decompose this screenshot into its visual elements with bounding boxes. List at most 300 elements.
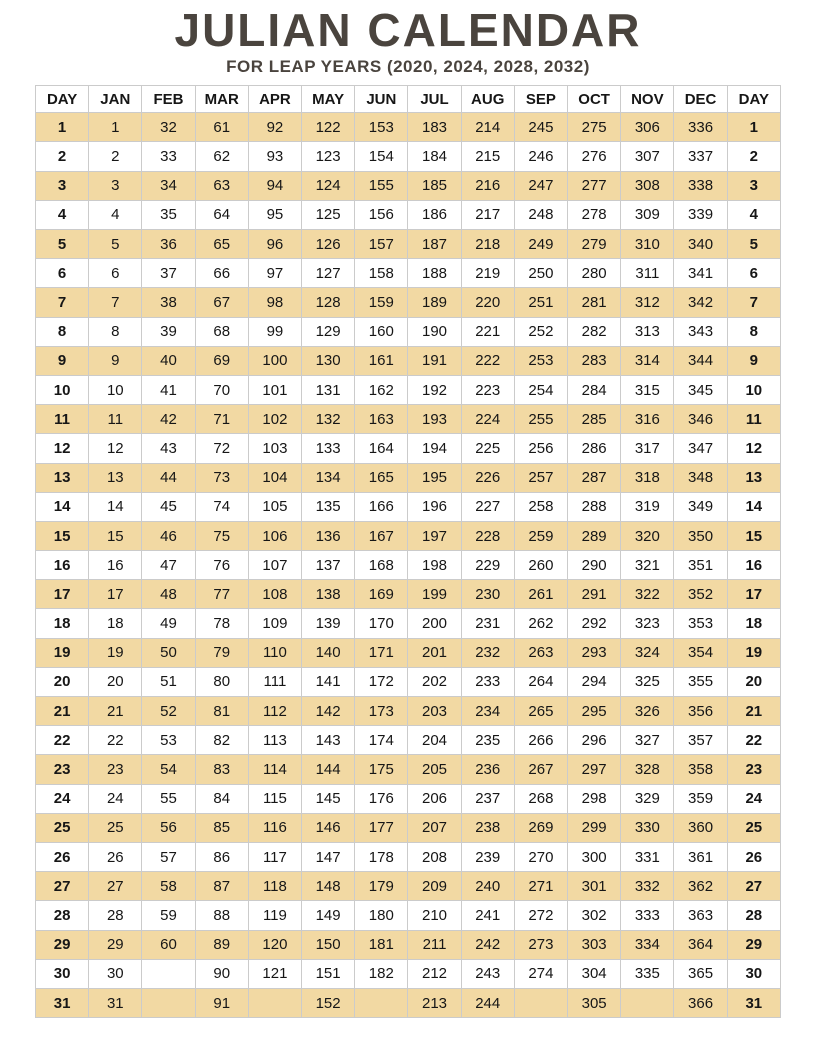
julian-day-cell: 312 [621, 288, 674, 317]
julian-day-cell: 26 [89, 842, 142, 871]
julian-day-cell: 250 [514, 259, 567, 288]
julian-day-cell: 45 [142, 492, 195, 521]
julian-day-cell: 136 [302, 521, 355, 550]
julian-day-cell: 146 [302, 813, 355, 842]
julian-day-cell: 206 [408, 784, 461, 813]
julian-day-cell: 18 [89, 609, 142, 638]
julian-day-cell: 63 [195, 171, 248, 200]
julian-day-cell: 27 [89, 872, 142, 901]
julian-day-cell: 156 [355, 200, 408, 229]
julian-day-cell: 311 [621, 259, 674, 288]
julian-day-cell: 81 [195, 697, 248, 726]
julian-day-cell: 195 [408, 463, 461, 492]
julian-day-cell: 230 [461, 580, 514, 609]
julian-day-cell: 103 [248, 434, 301, 463]
table-row [36, 434, 781, 463]
julian-day-cell: 75 [195, 521, 248, 550]
julian-day-cell: 215 [461, 142, 514, 171]
julian-day-cell: 261 [514, 580, 567, 609]
julian-day-cell: 211 [408, 930, 461, 959]
julian-day-cell: 19 [89, 638, 142, 667]
julian-day-cell: 233 [461, 667, 514, 696]
table-body [36, 113, 781, 1018]
day-cell: 15 [727, 521, 780, 550]
day-cell: 6 [727, 259, 780, 288]
julian-day-cell: 286 [568, 434, 621, 463]
julian-day-cell: 318 [621, 463, 674, 492]
day-cell: 9 [36, 346, 89, 375]
julian-day-cell: 128 [302, 288, 355, 317]
page-subtitle: FOR LEAP YEARS (2020, 2024, 2028, 2032) [226, 57, 590, 77]
day-cell: 1 [727, 113, 780, 142]
julian-day-cell: 349 [674, 492, 727, 521]
julian-day-cell: 354 [674, 638, 727, 667]
julian-day-cell: 209 [408, 872, 461, 901]
julian-day-cell: 216 [461, 171, 514, 200]
julian-day-cell: 107 [248, 551, 301, 580]
julian-day-cell: 340 [674, 230, 727, 259]
julian-day-cell: 154 [355, 142, 408, 171]
julian-day-cell: 191 [408, 346, 461, 375]
julian-day-cell: 133 [302, 434, 355, 463]
julian-day-cell: 117 [248, 842, 301, 871]
julian-day-cell: 296 [568, 726, 621, 755]
day-cell: 18 [727, 609, 780, 638]
julian-day-cell [142, 959, 195, 988]
julian-day-cell: 303 [568, 930, 621, 959]
table-row [36, 609, 781, 638]
julian-day-cell: 298 [568, 784, 621, 813]
julian-day-cell: 287 [568, 463, 621, 492]
julian-day-cell: 178 [355, 842, 408, 871]
julian-day-cell: 115 [248, 784, 301, 813]
julian-day-cell: 248 [514, 200, 567, 229]
day-cell: 13 [36, 463, 89, 492]
table-row [36, 521, 781, 550]
julian-day-cell: 289 [568, 521, 621, 550]
column-header-oct: OCT [568, 86, 621, 113]
julian-day-cell: 112 [248, 697, 301, 726]
julian-day-cell: 196 [408, 492, 461, 521]
julian-day-cell: 198 [408, 551, 461, 580]
julian-day-cell: 155 [355, 171, 408, 200]
julian-day-cell: 280 [568, 259, 621, 288]
column-header-jul: JUL [408, 86, 461, 113]
julian-day-cell: 44 [142, 463, 195, 492]
julian-day-cell: 74 [195, 492, 248, 521]
day-cell: 26 [727, 842, 780, 871]
julian-day-cell: 5 [89, 230, 142, 259]
julian-day-cell: 241 [461, 901, 514, 930]
table-row [36, 113, 781, 142]
julian-day-cell: 274 [514, 959, 567, 988]
julian-day-cell: 46 [142, 521, 195, 550]
julian-day-cell: 8 [89, 317, 142, 346]
julian-day-cell: 25 [89, 813, 142, 842]
julian-day-cell: 100 [248, 346, 301, 375]
julian-day-cell: 56 [142, 813, 195, 842]
julian-day-cell: 176 [355, 784, 408, 813]
day-cell: 13 [727, 463, 780, 492]
julian-day-cell: 217 [461, 200, 514, 229]
julian-day-cell: 47 [142, 551, 195, 580]
julian-day-cell: 285 [568, 405, 621, 434]
table-row [36, 259, 781, 288]
julian-day-cell: 237 [461, 784, 514, 813]
column-header-nov: NOV [621, 86, 674, 113]
julian-day-cell: 365 [674, 959, 727, 988]
julian-day-cell: 236 [461, 755, 514, 784]
julian-day-cell: 321 [621, 551, 674, 580]
julian-day-cell: 109 [248, 609, 301, 638]
julian-day-cell: 70 [195, 375, 248, 404]
julian-day-cell: 355 [674, 667, 727, 696]
julian-day-cell: 331 [621, 842, 674, 871]
column-header-may: MAY [302, 86, 355, 113]
julian-day-cell: 343 [674, 317, 727, 346]
julian-day-cell: 258 [514, 492, 567, 521]
julian-day-cell: 95 [248, 200, 301, 229]
table-row [36, 551, 781, 580]
julian-day-cell: 273 [514, 930, 567, 959]
day-cell: 15 [36, 521, 89, 550]
julian-day-cell: 224 [461, 405, 514, 434]
day-cell: 28 [727, 901, 780, 930]
julian-day-cell: 160 [355, 317, 408, 346]
julian-day-cell: 205 [408, 755, 461, 784]
julian-day-cell: 279 [568, 230, 621, 259]
julian-day-cell: 157 [355, 230, 408, 259]
julian-day-cell: 139 [302, 609, 355, 638]
julian-day-cell: 152 [302, 988, 355, 1017]
julian-day-cell: 14 [89, 492, 142, 521]
julian-day-cell: 366 [674, 988, 727, 1017]
julian-day-cell: 220 [461, 288, 514, 317]
julian-day-cell: 306 [621, 113, 674, 142]
julian-day-cell: 344 [674, 346, 727, 375]
day-cell: 23 [36, 755, 89, 784]
julian-day-cell: 350 [674, 521, 727, 550]
julian-day-cell: 186 [408, 200, 461, 229]
julian-day-cell: 37 [142, 259, 195, 288]
julian-day-cell: 333 [621, 901, 674, 930]
julian-day-cell: 242 [461, 930, 514, 959]
julian-day-cell: 57 [142, 842, 195, 871]
julian-day-cell: 362 [674, 872, 727, 901]
day-cell: 24 [727, 784, 780, 813]
julian-day-cell: 144 [302, 755, 355, 784]
julian-day-cell: 329 [621, 784, 674, 813]
julian-day-cell: 123 [302, 142, 355, 171]
julian-day-cell: 99 [248, 317, 301, 346]
day-cell: 20 [36, 667, 89, 696]
julian-day-cell: 182 [355, 959, 408, 988]
julian-day-cell: 16 [89, 551, 142, 580]
julian-day-cell: 21 [89, 697, 142, 726]
day-cell: 14 [727, 492, 780, 521]
julian-day-cell: 364 [674, 930, 727, 959]
julian-day-cell: 256 [514, 434, 567, 463]
header-row [36, 86, 781, 113]
julian-day-cell: 246 [514, 142, 567, 171]
table-header [36, 86, 781, 113]
julian-day-cell: 145 [302, 784, 355, 813]
julian-day-cell: 272 [514, 901, 567, 930]
julian-day-cell: 28 [89, 901, 142, 930]
day-cell: 27 [727, 872, 780, 901]
julian-day-cell: 124 [302, 171, 355, 200]
julian-day-cell: 316 [621, 405, 674, 434]
julian-day-cell: 222 [461, 346, 514, 375]
julian-day-cell: 247 [514, 171, 567, 200]
julian-day-cell: 129 [302, 317, 355, 346]
julian-day-cell: 96 [248, 230, 301, 259]
julian-day-cell: 328 [621, 755, 674, 784]
julian-day-cell: 297 [568, 755, 621, 784]
julian-day-cell: 322 [621, 580, 674, 609]
julian-day-cell: 282 [568, 317, 621, 346]
julian-day-cell: 225 [461, 434, 514, 463]
julian-day-cell: 335 [621, 959, 674, 988]
julian-day-cell: 66 [195, 259, 248, 288]
julian-day-cell: 346 [674, 405, 727, 434]
julian-day-cell: 283 [568, 346, 621, 375]
julian-day-cell: 55 [142, 784, 195, 813]
julian-day-cell: 12 [89, 434, 142, 463]
julian-day-cell: 33 [142, 142, 195, 171]
julian-day-cell: 43 [142, 434, 195, 463]
julian-day-cell: 345 [674, 375, 727, 404]
julian-day-cell: 49 [142, 609, 195, 638]
day-cell: 5 [36, 230, 89, 259]
julian-day-cell: 125 [302, 200, 355, 229]
julian-day-cell: 305 [568, 988, 621, 1017]
day-cell: 12 [727, 434, 780, 463]
julian-day-cell: 184 [408, 142, 461, 171]
julian-day-cell: 148 [302, 872, 355, 901]
day-cell: 22 [727, 726, 780, 755]
julian-day-cell: 259 [514, 521, 567, 550]
julian-day-cell: 52 [142, 697, 195, 726]
julian-day-cell: 175 [355, 755, 408, 784]
day-cell: 31 [727, 988, 780, 1017]
julian-day-cell: 270 [514, 842, 567, 871]
day-cell: 16 [727, 551, 780, 580]
day-cell: 21 [727, 697, 780, 726]
day-cell: 8 [36, 317, 89, 346]
julian-day-cell: 97 [248, 259, 301, 288]
julian-day-cell: 40 [142, 346, 195, 375]
julian-day-cell: 171 [355, 638, 408, 667]
julian-day-cell: 82 [195, 726, 248, 755]
day-cell: 29 [727, 930, 780, 959]
julian-day-cell: 64 [195, 200, 248, 229]
julian-day-cell: 2 [89, 142, 142, 171]
julian-day-cell: 167 [355, 521, 408, 550]
julian-day-cell: 214 [461, 113, 514, 142]
julian-day-cell: 231 [461, 609, 514, 638]
julian-day-cell: 314 [621, 346, 674, 375]
julian-day-cell: 138 [302, 580, 355, 609]
julian-day-cell: 61 [195, 113, 248, 142]
julian-day-cell: 143 [302, 726, 355, 755]
julian-day-cell: 342 [674, 288, 727, 317]
julian-day-cell: 228 [461, 521, 514, 550]
julian-day-cell: 67 [195, 288, 248, 317]
julian-day-cell: 288 [568, 492, 621, 521]
day-cell: 4 [36, 200, 89, 229]
julian-day-cell: 265 [514, 697, 567, 726]
julian-day-cell: 71 [195, 405, 248, 434]
julian-day-cell: 201 [408, 638, 461, 667]
julian-day-cell: 363 [674, 901, 727, 930]
julian-day-cell: 223 [461, 375, 514, 404]
julian-day-cell: 93 [248, 142, 301, 171]
julian-day-cell: 72 [195, 434, 248, 463]
table-row [36, 930, 781, 959]
julian-day-cell: 199 [408, 580, 461, 609]
julian-day-cell: 278 [568, 200, 621, 229]
julian-day-cell [621, 988, 674, 1017]
julian-day-cell: 315 [621, 375, 674, 404]
day-cell: 2 [36, 142, 89, 171]
julian-day-cell: 302 [568, 901, 621, 930]
julian-day-cell: 324 [621, 638, 674, 667]
julian-day-cell: 17 [89, 580, 142, 609]
day-cell: 24 [36, 784, 89, 813]
julian-day-cell: 62 [195, 142, 248, 171]
julian-day-cell: 309 [621, 200, 674, 229]
julian-day-cell: 235 [461, 726, 514, 755]
julian-day-cell: 173 [355, 697, 408, 726]
julian-day-cell: 358 [674, 755, 727, 784]
julian-day-cell: 168 [355, 551, 408, 580]
julian-day-cell: 359 [674, 784, 727, 813]
julian-day-cell: 204 [408, 726, 461, 755]
julian-day-cell: 292 [568, 609, 621, 638]
column-header-jun: JUN [355, 86, 408, 113]
julian-day-cell: 50 [142, 638, 195, 667]
julian-day-cell: 150 [302, 930, 355, 959]
julian-day-cell: 6 [89, 259, 142, 288]
julian-day-cell: 351 [674, 551, 727, 580]
julian-day-cell: 253 [514, 346, 567, 375]
day-cell: 10 [727, 375, 780, 404]
julian-day-cell: 308 [621, 171, 674, 200]
julian-day-cell: 317 [621, 434, 674, 463]
day-cell: 11 [727, 405, 780, 434]
julian-day-cell: 134 [302, 463, 355, 492]
julian-day-cell: 252 [514, 317, 567, 346]
day-cell: 7 [36, 288, 89, 317]
day-cell: 19 [727, 638, 780, 667]
julian-day-cell: 88 [195, 901, 248, 930]
julian-day-cell: 3 [89, 171, 142, 200]
day-cell: 12 [36, 434, 89, 463]
table-row [36, 638, 781, 667]
table-row [36, 405, 781, 434]
julian-day-cell: 135 [302, 492, 355, 521]
day-cell: 26 [36, 842, 89, 871]
julian-day-cell: 320 [621, 521, 674, 550]
day-cell: 4 [727, 200, 780, 229]
julian-day-cell: 108 [248, 580, 301, 609]
julian-day-cell: 356 [674, 697, 727, 726]
julian-day-cell [142, 988, 195, 1017]
julian-day-cell: 361 [674, 842, 727, 871]
day-cell: 22 [36, 726, 89, 755]
julian-day-cell: 180 [355, 901, 408, 930]
julian-day-cell: 68 [195, 317, 248, 346]
table-row [36, 726, 781, 755]
julian-day-cell: 234 [461, 697, 514, 726]
julian-day-cell: 102 [248, 405, 301, 434]
julian-day-cell: 104 [248, 463, 301, 492]
julian-day-cell: 172 [355, 667, 408, 696]
julian-day-cell: 11 [89, 405, 142, 434]
julian-day-cell: 132 [302, 405, 355, 434]
julian-day-cell: 122 [302, 113, 355, 142]
julian-day-cell: 4 [89, 200, 142, 229]
julian-day-cell: 121 [248, 959, 301, 988]
table-row [36, 230, 781, 259]
julian-day-cell: 13 [89, 463, 142, 492]
julian-day-cell: 79 [195, 638, 248, 667]
julian-day-cell: 229 [461, 551, 514, 580]
julian-day-cell: 203 [408, 697, 461, 726]
day-cell: 18 [36, 609, 89, 638]
table-row [36, 375, 781, 404]
julian-day-cell: 239 [461, 842, 514, 871]
julian-day-cell: 165 [355, 463, 408, 492]
julian-day-cell: 281 [568, 288, 621, 317]
julian-day-cell: 339 [674, 200, 727, 229]
julian-day-cell: 83 [195, 755, 248, 784]
julian-day-cell: 89 [195, 930, 248, 959]
julian-day-cell: 192 [408, 375, 461, 404]
day-cell: 25 [727, 813, 780, 842]
julian-day-cell: 240 [461, 872, 514, 901]
day-cell: 20 [727, 667, 780, 696]
julian-day-cell: 277 [568, 171, 621, 200]
table-row [36, 463, 781, 492]
table-row [36, 901, 781, 930]
day-cell: 7 [727, 288, 780, 317]
day-cell: 25 [36, 813, 89, 842]
julian-day-cell: 284 [568, 375, 621, 404]
julian-day-cell: 326 [621, 697, 674, 726]
julian-day-cell: 127 [302, 259, 355, 288]
julian-day-cell [355, 988, 408, 1017]
table-row [36, 842, 781, 871]
column-header-dec: DEC [674, 86, 727, 113]
column-header-day: DAY [36, 86, 89, 113]
julian-day-cell: 20 [89, 667, 142, 696]
julian-day-cell: 164 [355, 434, 408, 463]
julian-day-cell: 159 [355, 288, 408, 317]
julian-day-cell: 271 [514, 872, 567, 901]
julian-day-cell: 200 [408, 609, 461, 638]
julian-day-cell: 299 [568, 813, 621, 842]
julian-day-cell: 39 [142, 317, 195, 346]
julian-day-cell: 232 [461, 638, 514, 667]
julian-day-cell: 24 [89, 784, 142, 813]
julian-day-cell: 213 [408, 988, 461, 1017]
julian-day-cell: 32 [142, 113, 195, 142]
julian-day-cell: 227 [461, 492, 514, 521]
julian-day-cell: 147 [302, 842, 355, 871]
julian-day-cell: 293 [568, 638, 621, 667]
